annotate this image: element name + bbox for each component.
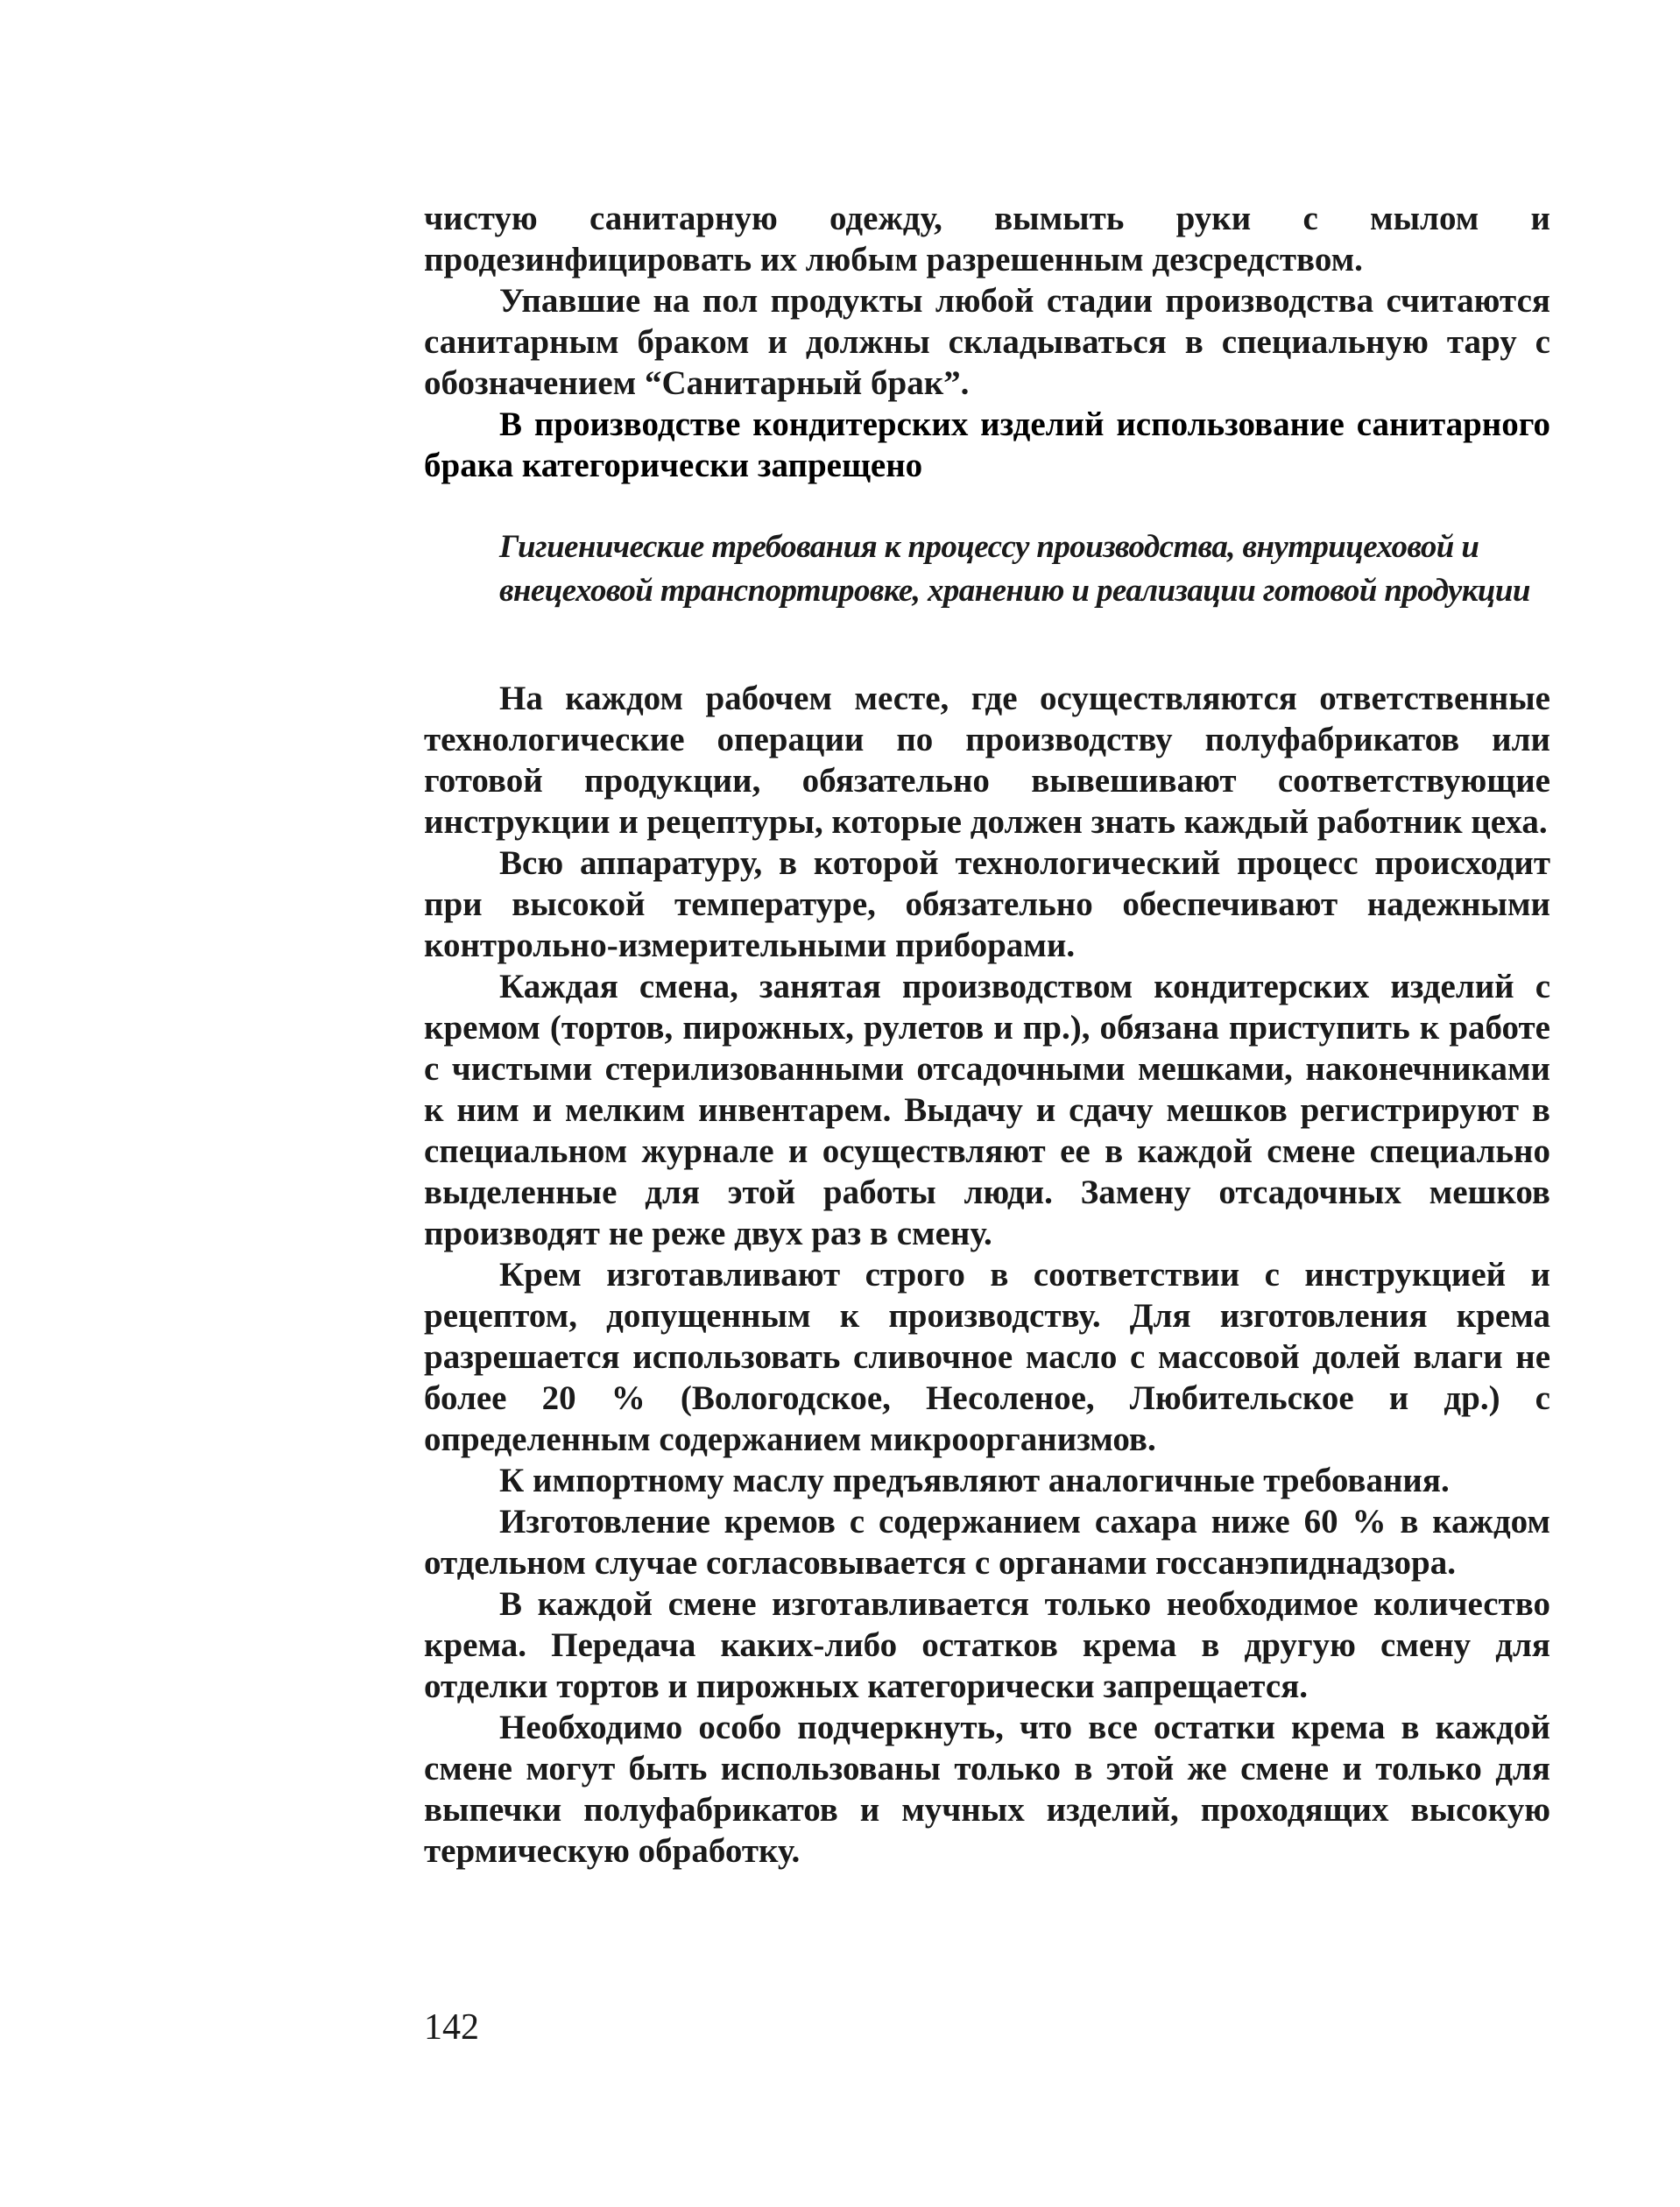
paragraph-sugar-content: Изготовление кремов с содержанием сахара ниже 60 % в каждом отдельном случае согласовывается с органами госсанэпиднадзора. xyxy=(424,1503,1550,1582)
paragraph-equipment: Всю аппаратуру, в которой технологический процесс происходит при высокой температуре, обязательно обеспечивают надежными контрольно-измерительными приборами. xyxy=(424,844,1550,964)
paragraph-cream-leftovers: Необходимо особо подчеркнуть, что все остатки крема в каждой смене могут быть использованы только в этой же смене и только для выпечки полуфабрикатов и мучных изделий, проходящих высокую термическую обработку. xyxy=(424,1709,1550,1870)
paragraph-cream-recipe: Крем изготавливают строго в соответствии с инструкцией и рецептом, допущенным к производству. Для изготовления крема разрешается использовать сливочное масло с массовой долей влаги не более 20 % (Вологодское, Несоленое, Любительское и др.) с определенным содержанием микроорганизмов. xyxy=(424,1256,1550,1458)
section-subheading xyxy=(424,525,1550,613)
paragraph-imported-butter: К импортному маслу предъявляют аналогичные требования. xyxy=(499,1462,1450,1499)
section-top xyxy=(424,198,1550,486)
paragraph-dropped-products: Упавшие на пол продукты любой стадии производства считаются санитарным браком и должны складываться в специальную тару с обозначением “Санитарный брак”. xyxy=(424,282,1550,402)
paragraph-shift-bags: Каждая смена, занятая производством кондитерских изделий с кремом (тортов, пирожных, рулетов и пр.), обязана приступить к работе с чистыми стерилизованными отсадочными мешками, наконечниками к ним и мелким инвентарем. Выдачу и сдачу мешков регистрируют в специальном журнале и осуществляют ее в каждой смене специально выделенные для этой работы люди. Замену отсадочных мешков производят не реже двух раз в смену. xyxy=(424,968,1550,1252)
paragraph-prohibition-bold: В производстве кондитерских изделий использование санитарного брака категорически запрещено xyxy=(424,405,1550,484)
section-body xyxy=(424,678,1550,1872)
paragraph-continuation: чистую санитарную одежду, вымыть руки с мылом и продезинфицировать их любым разрешенным дезсредством. xyxy=(424,200,1550,279)
paragraph-workplace-instructions: На каждом рабочем месте, где осуществляются ответственные технологические операции по производству полуфабрикатов или готовой продукции, обязательно вывешивают соответствующие инструкции и рецептуры, которые должен знать каждый работник цеха. xyxy=(424,680,1550,841)
paragraph-cream-quantity: В каждой смене изготавливается только необходимое количество крема. Передача каких-либо остатков крема в другую смену для отделки тортов и пирожных категорически запрещается. xyxy=(424,1585,1550,1705)
page-number: 142 xyxy=(424,2007,479,2048)
section-heading: Гигиенические требования к процессу производства, внутрицеховой и внецеховой транспортировке, хранению и реализации готовой продукции xyxy=(499,529,1530,609)
